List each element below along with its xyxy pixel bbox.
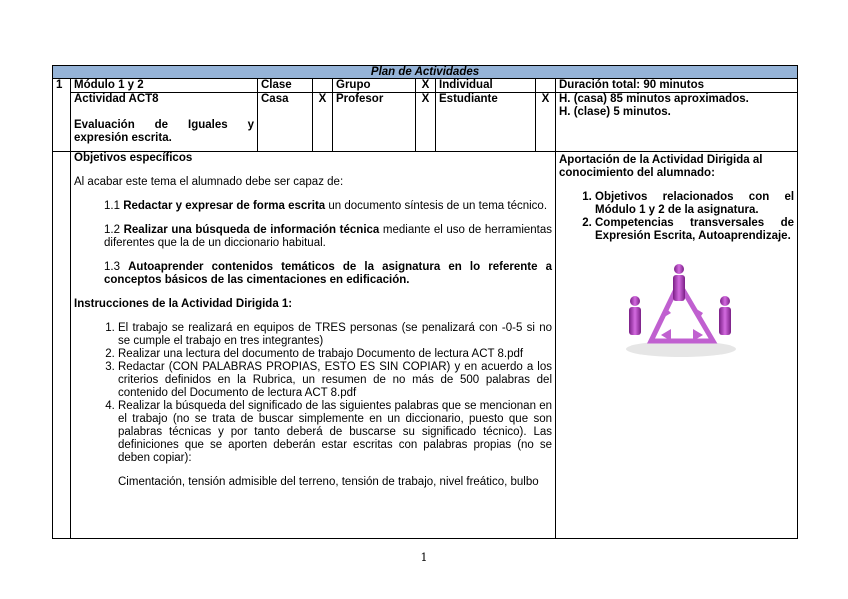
grupo-label: Grupo	[333, 79, 416, 93]
evaluation-label	[74, 119, 254, 145]
profesor-mark: X	[416, 93, 436, 152]
objective-rest: mediante el uso de herramientas diferentes que la de un diccionario habitual.	[104, 224, 553, 249]
activity-plan-table	[52, 65, 798, 539]
instruction-item: 1. El trabajo se realizará en equipos de TRES personas (se penalizará con -0-5 si no se cumple el trabajo en tres integrantes)	[118, 322, 552, 348]
profesor-label: Profesor	[333, 93, 416, 152]
evaluation-text: Evaluación de Iguales y expresión escrita.	[74, 119, 254, 144]
instructions-heading: Instrucciones de la Actividad Dirigida 1:	[74, 298, 293, 310]
objectives-heading: Objetivos específicos	[74, 152, 193, 164]
duration-casa: H. (casa) 85 minutos aproximados.	[559, 93, 749, 105]
activity-cell	[71, 93, 258, 152]
instruction-item: 2. Realizar una lectura del documento de trabajo Documento de lectura ACT 8.pdf	[118, 348, 552, 361]
objective-item-1	[74, 200, 552, 213]
grupo-mark: X	[416, 79, 436, 93]
individual-label: Individual	[436, 79, 536, 93]
plan-title: Plan de Actividades	[53, 66, 798, 79]
individual-mark	[536, 79, 556, 93]
instruction-item: 4. Realizar la búsqueda del significado de las siguientes palabras que se mencionan en el trabajo (no se trata de buscar simplemente en un diccionario, puesto que son palabras técnicas y por tanto deberá de buscarse su significado técnico). Las definiciones que se aporten deberán estar escritas con palabras propias (no se deben copiar):	[118, 400, 552, 465]
clase-mark	[313, 79, 333, 93]
team-triangle-icon	[621, 261, 741, 361]
aportacion-list	[559, 191, 794, 243]
page-number: 1	[420, 551, 428, 564]
objective-num: 1.3	[104, 261, 120, 273]
casa-mark: X	[313, 93, 333, 152]
duration-detail	[556, 93, 798, 152]
objectives-cell	[71, 152, 556, 539]
objective-rest: un documento síntesis de un tema técnico.	[325, 200, 548, 212]
instruction-item: 3. Redactar (CON PALABRAS PROPIAS, ESTO ES SIN COPIAR) y en acuerdo a los criterios definidos en la Rubrica, un resumen de no más de 500 palabras del contenido del Documento de lectura ACT 8.pdf	[118, 361, 552, 400]
objective-num: 1.2	[104, 224, 120, 236]
aportacion-item: 1. Objetivos relacionados con el Módulo 1 y 2 de la asignatura.	[595, 191, 794, 217]
instructions-list	[74, 322, 552, 465]
objective-bold: Redactar y expresar de forma escrita	[123, 200, 326, 212]
module-label: Módulo 1 y 2	[71, 79, 258, 93]
row-number: 1	[53, 79, 71, 152]
objective-item-3	[74, 261, 552, 287]
objective-num: 1.1	[104, 200, 120, 212]
objectives-intro: Al acabar este tema el alumnado debe ser capaz de:	[74, 176, 344, 188]
objective-bold: Autoaprender contenidos temáticos de la asignatura en lo referente a conceptos básicos de las cimentaciones en edificación.	[104, 261, 552, 286]
estudiante-label: Estudiante	[436, 93, 536, 152]
instruction-terms: Cimentación, tensión admisible del terreno, tensión de trabajo, nivel freático, bulbo	[118, 476, 539, 488]
activity-label: Actividad ACT8	[74, 93, 159, 105]
clase-label: Clase	[258, 79, 313, 93]
aportacion-heading: Aportación de la Actividad Dirigida al conocimiento del alumnado:	[559, 154, 763, 179]
estudiante-mark: X	[536, 93, 556, 152]
team-illustration	[559, 243, 794, 365]
casa-label: Casa	[258, 93, 313, 152]
objective-bold: Realizar una búsqueda de información técnica	[123, 224, 380, 236]
duration-clase: H. (clase) 5 minutos.	[559, 106, 671, 118]
aportacion-item: 2. Competencias transversales de Expresión Escrita, Autoaprendizaje.	[595, 217, 794, 243]
duration-total: Duración total: 90 minutos	[556, 79, 798, 93]
objective-item-2	[74, 224, 552, 250]
aportacion-cell	[556, 152, 798, 539]
